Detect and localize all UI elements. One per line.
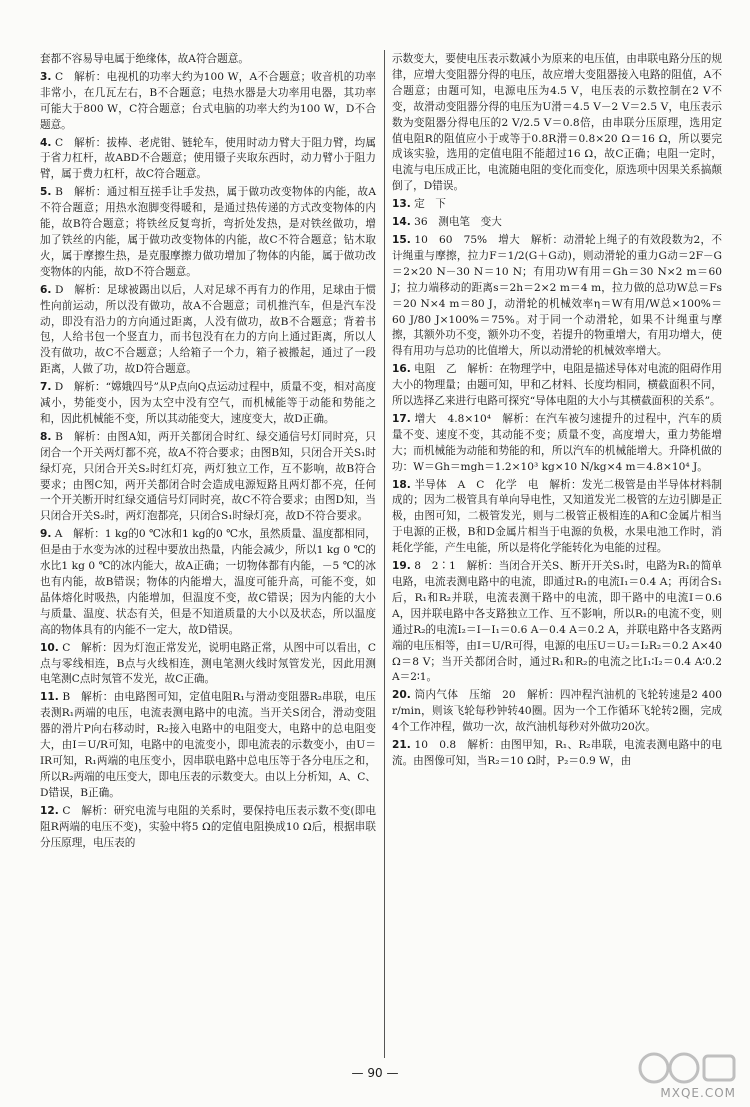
question-number: 13. xyxy=(392,198,411,211)
question-number: 11. xyxy=(40,691,59,704)
answer-text: 10 60 75% 增大 解析：动滑轮上绳子的有效段数为2，不计绳重与摩擦，拉力F＝1/2(G＋G动)，则动滑轮的重力G动＝2F－G＝2×20 N－30 N＝10 N；有用功W有用＝Gh＝30 N×2 m＝60 J；拉力端移动的距离s＝2h＝2×2 m＝4 m，拉力做的总功W总＝Fs＝20 N×4 m＝80 J，动滑轮的机械效率η＝W有用/W总×100%＝60 J/80 J×100%＝75%。对于同一个动滑轮，如果不计绳重与摩擦，其额外功不变，额外功不变，若提升的物重增大，有用功增大，使得有用功与总功的比值增大，所以动滑轮的机械效率增大。 xyxy=(392,233,722,358)
question-number: 15. xyxy=(392,233,411,246)
question-number: 10. xyxy=(40,641,59,654)
answer-item-15 xyxy=(392,233,722,360)
question-number: 19. xyxy=(392,560,411,573)
answer-text: 筒内气体 压缩 20 解析：四冲程汽油机的飞轮转速是2 400 r/min，则该飞轮每秒钟转40圈。因为一个工作循环飞轮转2圈，完成4个工作冲程，做功一次，故汽油机每秒对外做功20次。 xyxy=(392,689,722,734)
answer-item-6 xyxy=(40,283,376,378)
answer-item-21 xyxy=(392,738,722,770)
answer-item-11 xyxy=(40,690,376,801)
answer-text: C 解析：电视机的功率大约为100 W，A不合题意；收音机的功率非常小，在几瓦左右，B不合题意；电热水器是大功率用电器，其功率可能大于800 W，C符合题意；台式电脑的功率大约为100 W，D不合题意。 xyxy=(40,70,377,131)
answer-text: 增大 4.8×10⁴ 解析：在汽车被匀速提升的过程中，汽车的质量不变、速度不变，其动能不变；质量不变，高度增大，重力势能增大；而机械能为动能和势能的和，所以汽车的机械能增大。升降机做的功：W＝Gh＝mgh＝1.2×10³ kg×10 N/kg×4 m＝4.8×10⁴ J。 xyxy=(392,412,722,473)
question-number: 9. xyxy=(40,528,52,541)
question-number: 17. xyxy=(392,412,411,425)
question-number: 14. xyxy=(392,216,411,229)
answer-text: 定 下 xyxy=(414,198,446,211)
answer-text: 36 测电笔 变大 xyxy=(414,216,502,229)
answer-item-3 xyxy=(40,70,376,134)
question-number: 5. xyxy=(40,186,52,199)
answer-text: 10 0.8 解析：由图甲知，R₁、R₂串联，电流表测电路中的电流。由图像可知，当R₂＝10 Ω时，P₂＝0.9 W，由 xyxy=(392,739,722,767)
watermark-text: MXQE.COM xyxy=(660,1086,736,1100)
answer-item-8 xyxy=(40,430,376,525)
answer-item-17 xyxy=(392,412,722,476)
question-number: 8. xyxy=(40,430,52,443)
answer-text: C 解析：因为灯泡正常发光，说明电路正常，从图中可以看出，C点与零线相连，B点与火线相连，测电笔测火线时氖管发光，因此用测电笔测C点时氖管不发光，故C正确。 xyxy=(40,641,376,686)
right-item: 示数变大，要使电压表示数减小为原来的电压值，由串联电路分压的规律，应增大变阻器分得的电压，故应增大变阻器接入电路的阻值，A不合题意；由题可知，电源电压为4.5 V，电压表的示数控制在2 V不变，故滑动变阻器分得的电压为U滑＝4.5 V－2 V＝2.5 V，电压表示数为变阻器分得电压的2 V/2.5 V＝0.8倍，由串联分压原理，选用定值电阻R的阻值应小于或等于0.8R滑＝0.8×20 Ω＝16 Ω，所以要完成该实验，选用的定值电阻不能超过16 Ω，故C正确；电阻一定时，电流与电压成正比，电流随电阻的变化而变化，原选项中因果关系搞颠倒了，D错误。 xyxy=(392,53,722,193)
answer-item-13 xyxy=(392,197,722,213)
question-number: 20. xyxy=(392,689,411,702)
answer-item-12 xyxy=(40,804,376,852)
answer-text: 电阻 乙 解析：在物理学中，电阻是描述导体对电流的阻碍作用大小的物理量；由题可知，甲和乙材料、长度均相同，横截面积不同，所以选择乙来进行电路可探究“导体电阻的大小与其横截面积的关系”。 xyxy=(392,363,722,408)
answer-text: 8 2∶1 解析：当闭合开关S、断开开关S₁时，电路为R₁的简单电路，电流表测电路中的电流，即通过R₁的电流I₁＝0.4 A；再闭合S₁后，R₁和R₂并联，电流表测干路中的电流，即干路中的电流I＝0.6 A，因并联电路中各支路独立工作、互不影响，所以R₁的电流不变，则通过R₂的电流I₂＝I－I₁＝0.6 A－0.4 A＝0.2 A，并联电路中各支路两端的电压相等，由I＝U/R可得，电源的电压U＝U₂＝I₂R₂＝0.2 A×40 Ω＝8 V；当开关都闭合时，通过R₁和R₂的电流之比I₁∶I₂＝0.4 A∶0.2 A＝2∶1。 xyxy=(392,560,722,684)
answer-item-14 xyxy=(392,215,722,231)
column-divider xyxy=(384,50,385,1058)
answer-item-10 xyxy=(40,641,376,689)
answer-text: B 解析：由电路图可知，定值电阻R₁与滑动变阻器R₂串联，电压表测R₁两端的电压，电流表测电路中的电流。当开关S闭合，滑动变阻器的滑片P向右移动时，R₂接入电路中的电阻变大，电路中的总电阻变大，由I＝U/R可知，电路中的电流变小，即电流表的示数变小，由U＝IR可知，R₁两端的电压变小，因串联电路中总电压等于各分电压之和，所以R₂两端的电压变大，即电压表的示数变大。由以上分析知，A、C、D错误，B正确。 xyxy=(40,691,377,799)
question-number: 18. xyxy=(392,478,411,491)
answer-item-9 xyxy=(40,527,376,638)
answer-item-4 xyxy=(40,136,376,184)
answer-text: C 解析：拔棒、老虎钳、链轮车，使用时动力臂大于阻力臂，均属于省力杠杆，故ABD不合题意；使用镊子夹取东西时，动力臂小于阻力臂，属于费力杠杆，故C符合题意。 xyxy=(40,136,377,181)
left-item: 套都不容易导电属于绝缘体，故A符合题意。 xyxy=(40,53,249,65)
answer-text: 半导体 A C 化学 电 解析：发光二极管是由半导体材料制成的；因为二极管具有单向导电性，又知道发光二极管的左边引脚是正极，由图可知，二极管发光，则与二极管正极相连的A和C金属片相当于电源的正极，B和D金属片相当于电源的负极，水果电池工作时，消耗化学能，产生电能，所以是将化学能转化为电能的过程。 xyxy=(392,478,722,555)
answer-text: B 解析：通过相互搓手让手发热，属于做功改变物体的内能，故A不符合题意；用热水泡脚变得暖和，是通过热传递的方式改变物体的内能，故B符合题意；将铁丝反复弯折，弯折处发热，是对铁丝做功，增加了铁丝的内能，属于做功改变物体的内能，故C不符合题意；钻木取火，属于摩擦生热，是克服摩擦力做功增加了物体的内能，属于做功改变物体的内能，故D不符合题意。 xyxy=(40,186,377,278)
question-number: 7. xyxy=(40,381,52,394)
answer-item-5 xyxy=(40,185,376,280)
left-column xyxy=(40,52,376,853)
answer-text: B 解析：由图A知，两开关都闭合时红、绿交通信号灯同时亮，只闭合一个开关两灯都不亮，故A不符合要求；由图B知，只闭合开关S₁时绿灯亮，只闭合开关S₂时红灯亮，两灯独立工作，互不影响，故B符合要求；由图C知，两开关都闭合时会造成电源短路且两灯都不亮，任何一个开关断开时红绿交通信号灯同时亮，故C不符合要求；由图D知，当只闭合开关S₂时，两灯泡都亮，只闭合S₁时绿灯亮，故D不符合要求。 xyxy=(40,430,377,523)
answer-item-20 xyxy=(392,688,722,736)
right-column xyxy=(392,52,722,772)
question-number: 3. xyxy=(40,70,52,83)
answer-item-16 xyxy=(392,362,722,410)
answer-text: C 解析：研究电流与电阻的关系时，要保持电压表示数不变(即电阻R两端的电压不变)，实验中将5 Ω的定值电阻换成10 Ω后，根据串联分压原理，电压表的 xyxy=(40,804,376,849)
answer-text: D 解析：“嫦娥四号”从P点向Q点运动过程中，质量不变，相对高度减小，势能变小，因为太空中没有空气，而机械能等于动能和势能之和，因此机械能不变，所以其动能变大，速度变大，故D正确。 xyxy=(40,381,376,425)
question-number: 4. xyxy=(40,136,52,149)
answer-text: D 解析：足球被踢出以后，人对足球不再有力的作用，足球由于惯性向前运动，所以没有做功，故A不合题意；司机推汽车，但是汽车没动，即没有沿力的方向通过距离，人没有做功，故B不合题意；背着书包，人给书包一个竖直力，而书包没有在力的方向上通过距离，所以人没有做功，故C不合题意；人给箱子一个力，箱子被搬起，通过了一段距离，人做了功，故D符合题意。 xyxy=(40,283,376,376)
answer-item-19 xyxy=(392,559,722,686)
question-number: 12. xyxy=(40,804,59,817)
question-number: 6. xyxy=(40,283,52,296)
question-number: 21. xyxy=(392,739,411,752)
answer-item-18 xyxy=(392,478,722,558)
answer-item-7 xyxy=(40,380,376,428)
answer-text: A 解析：1 kg的0 ℃冰和1 kg的0 ℃水，虽然质量、温度都相同，但是由于水变为冰的过程中要放出热量，内能会减少，所以1 kg 0 ℃的水比1 kg 0 ℃的冰内能大，故A正确；一切物体都有内能，－5 ℃的冰也有内能，故B错误；物体的内能增大，温度可能升高，可能不变，如晶体熔化时吸热，内能增加，但温度不变，故C错误；因为内能的大小与质量、温度、状态有关，但是不知道质量的大小以及状态，所以温度高的物体具有的内能不一定大，故D错误。 xyxy=(40,528,376,636)
question-number: 16. xyxy=(392,363,411,376)
page-number: — 90 — xyxy=(351,1066,399,1080)
